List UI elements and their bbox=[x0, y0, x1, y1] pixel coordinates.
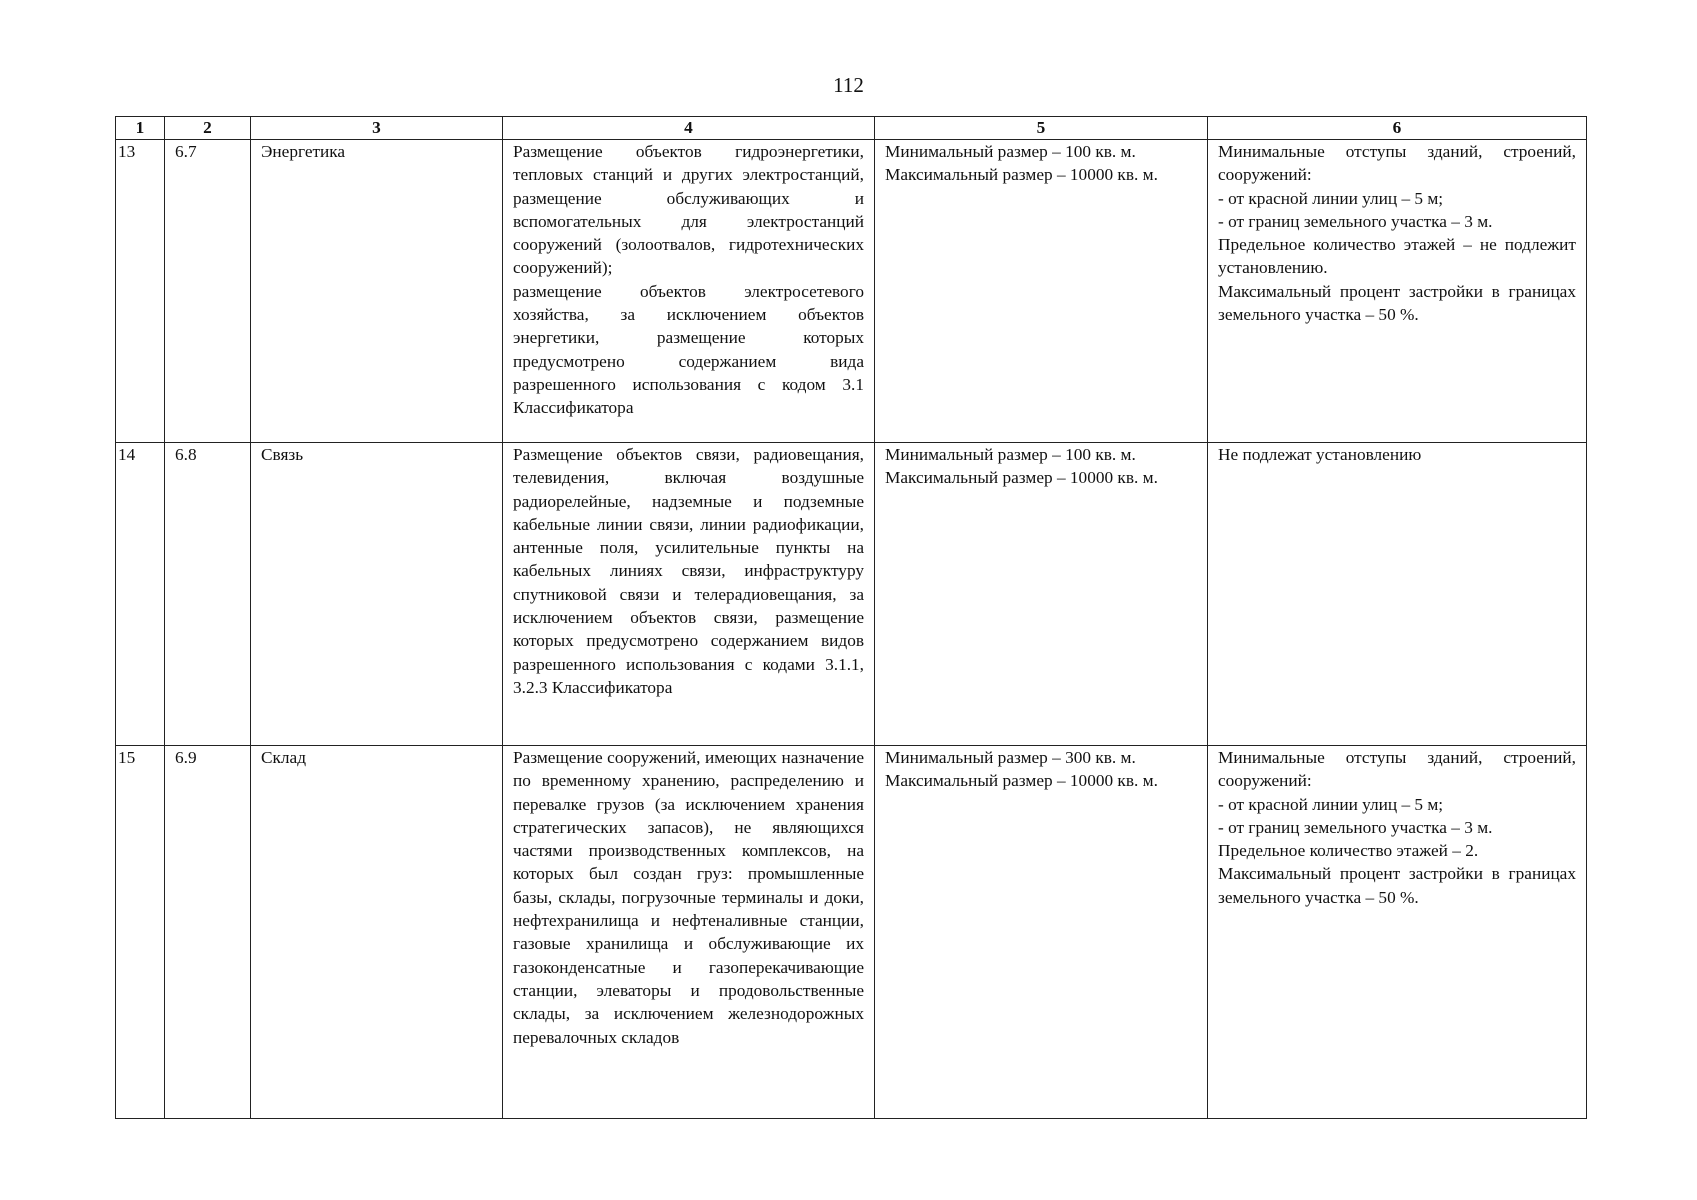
column-header: 3 bbox=[251, 117, 503, 140]
parameter-line: - от границ земельного участка – 3 м. bbox=[1218, 211, 1493, 231]
size-min: Минимальный размер – 100 кв. м. bbox=[885, 142, 1136, 161]
row-number: 14 bbox=[116, 443, 165, 746]
row-number: 15 bbox=[116, 746, 165, 1119]
row-name: Склад bbox=[251, 746, 503, 1119]
table-row bbox=[116, 140, 1587, 443]
page-number: 112 bbox=[833, 73, 864, 97]
column-header: 6 bbox=[1208, 117, 1587, 140]
row-parameters bbox=[1208, 140, 1587, 443]
parameter-line: Не подлежат установлению bbox=[1218, 445, 1422, 464]
row-parameters bbox=[1208, 746, 1587, 1119]
description-paragraph: Размещение объектов связи, радиовещания, телевидения, включая воздушные радиорелейные, надземные и подземные кабельные линии связи, линии радиофикации, антенные поля, усилительные пункты на кабельных линиях связи, инфраструктуру спутниковой связи и телерадиовещания, за исключением объектов связи, размещение которых предусмотрено содержанием видов разрешенного использования с кодами 3.1.1, 3.2.3 Классификатора bbox=[513, 445, 864, 697]
parameter-line: Предельное количество этажей – 2. bbox=[1218, 841, 1479, 861]
row-description bbox=[503, 746, 875, 1119]
description-paragraph: размещение объектов электросетевого хозяйства, за исключением объектов энергетики, размещение которых предусмотрено содержанием вида разрешенного использования с кодом 3.1 Классификатора bbox=[513, 281, 864, 418]
parameter-line: - от границ земельного участка – 3 м. bbox=[1218, 817, 1493, 837]
parameter-line: Минимальные отступы зданий, строений, сооружений: bbox=[1218, 142, 1576, 185]
size-min: Минимальный размер – 100 кв. м. bbox=[885, 445, 1136, 464]
table-row bbox=[116, 443, 1587, 746]
parameter-line: Минимальные отступы зданий, строений, сооружений: bbox=[1218, 748, 1576, 791]
size-max: Максимальный размер – 10000 кв. м. bbox=[885, 468, 1158, 488]
row-description bbox=[503, 443, 875, 746]
row-code: 6.9 bbox=[165, 746, 251, 1119]
column-header: 4 bbox=[503, 117, 875, 140]
description-paragraph: Размещение объектов гидроэнергетики, тепловых станций и других электростанций, размещение обслуживающих и вспомогательных для электростанций сооружений (золоотвалов, гидротехнических сооружений); bbox=[513, 142, 864, 278]
table-header-row bbox=[116, 117, 1587, 140]
row-name: Энергетика bbox=[251, 140, 503, 443]
size-max: Максимальный размер – 10000 кв. м. bbox=[885, 771, 1158, 791]
parameter-line: Максимальный процент застройки в границах земельного участка – 50 %. bbox=[1218, 864, 1576, 907]
table-row bbox=[116, 746, 1587, 1119]
row-number: 13 bbox=[116, 140, 165, 443]
regulations-table bbox=[115, 116, 1587, 1119]
row-size bbox=[875, 443, 1208, 746]
parameter-line: - от красной линии улиц – 5 м; bbox=[1218, 794, 1444, 814]
parameter-line: Предельное количество этажей – не подлежит установлению. bbox=[1218, 235, 1576, 278]
size-min: Минимальный размер – 300 кв. м. bbox=[885, 748, 1136, 767]
parameter-line: Максимальный процент застройки в границах земельного участка – 50 %. bbox=[1218, 281, 1576, 325]
row-size bbox=[875, 746, 1208, 1119]
row-code: 6.7 bbox=[165, 140, 251, 443]
size-max: Максимальный размер – 10000 кв. м. bbox=[885, 165, 1158, 185]
column-header: 2 bbox=[165, 117, 251, 140]
column-header: 5 bbox=[875, 117, 1208, 140]
row-size bbox=[875, 140, 1208, 443]
row-code: 6.8 bbox=[165, 443, 251, 746]
parameter-line: - от красной линии улиц – 5 м; bbox=[1218, 188, 1444, 208]
description-paragraph: Размещение сооружений, имеющих назначение по временному хранению, распределению и перевалке грузов (за исключением хранения стратегических запасов), не являющихся частями производственных комплексов, на которых был создан груз: промышленные базы, склады, погрузочные терминалы и доки, нефтехранилища и нефтеналивные станции, газовые хранилища и обслуживающие их газоконденсатные и газоперекачивающие станции, элеваторы и продовольственные склады, за исключением железнодорожных перевалочных складов bbox=[513, 748, 864, 1047]
row-description bbox=[503, 140, 875, 443]
column-header: 1 bbox=[116, 117, 165, 140]
row-parameters bbox=[1208, 443, 1587, 746]
row-name: Связь bbox=[251, 443, 503, 746]
